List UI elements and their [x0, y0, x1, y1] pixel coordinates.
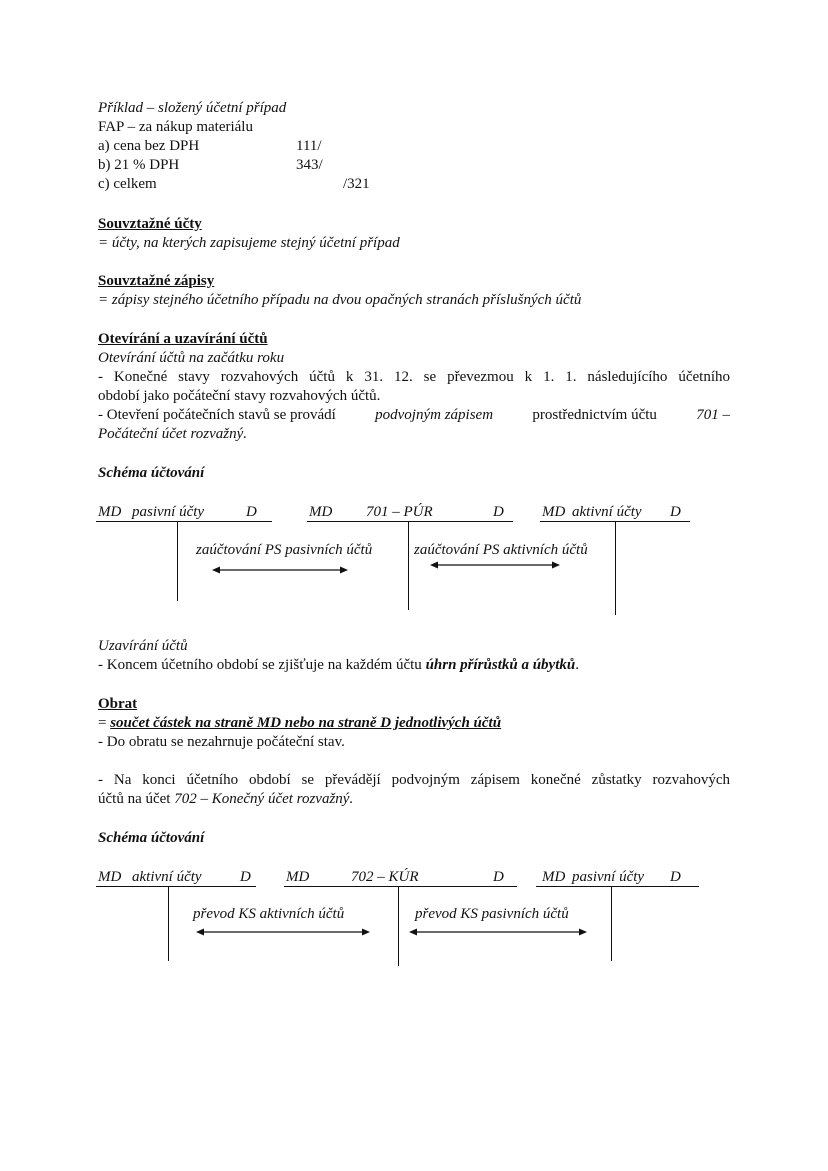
paragraph-2-text-b: prostřednictvím účtu [532, 407, 657, 423]
schema-1-acc2-d: D [493, 504, 504, 520]
schema-2-acc1-md: MD [98, 869, 122, 885]
t-account-line [96, 521, 272, 522]
section-heading-souvztazne-ucty: Souvztažné účty [98, 216, 202, 232]
obrat-note: - Do obratu se nezahrnuje počáteční stav. [98, 734, 345, 750]
uzavirani-text-bold: úhrn přírůstků a úbytků [425, 657, 576, 673]
obrat-paragraph-line-2 [98, 790, 353, 809]
schema-1-acc3-md: MD [542, 504, 566, 520]
paragraph-2-text-a: - Otevření počátečních stavů se provádí [98, 407, 336, 423]
obrat-paragraph-line-1: - Na konci účetního období se převádějí podvojným zápisem konečné zůstatky rozvahových [98, 772, 730, 788]
schema-2-acc2-md: MD [286, 869, 310, 885]
t-account-divider [398, 886, 399, 966]
double-arrow-icon [430, 560, 560, 570]
schema-1-acc2-md: MD [309, 504, 333, 520]
example-row-b-label: b) 21 % DPH [98, 157, 180, 173]
example-row-b-md: 343/ [296, 157, 323, 173]
t-account-line [96, 886, 256, 887]
section-heading-otevirani: Otevírání a uzavírání účtů [98, 331, 268, 347]
schema-1-acc3-d: D [670, 504, 681, 520]
t-account-divider [408, 521, 409, 610]
t-account-divider [168, 886, 169, 961]
subheading-uzavirani: Uzavírání účtů [98, 638, 188, 654]
example-row-c-label: c) celkem [98, 176, 157, 192]
schema-1-flow-right-label: zaúčtování PS aktivních účtů [414, 542, 588, 558]
t-account-line [536, 886, 699, 887]
schema-1-acc1-d: D [246, 504, 257, 520]
example-line: FAP – za nákup materiálu [98, 119, 253, 135]
example-row-a-md: 111/ [296, 138, 322, 154]
t-account-divider [615, 521, 616, 615]
paragraph-2-italic: podvojným zápisem [375, 407, 494, 423]
schema-2-acc2-name: 702 – KÚR [351, 869, 419, 885]
schema-2-acc2-d: D [493, 869, 504, 885]
schema-2-acc1-d: D [240, 869, 251, 885]
section-heading-obrat: Obrat [98, 696, 138, 712]
schema-2-flow-right-label: převod KS pasivních účtů [415, 906, 569, 922]
schema-1-acc1-name: pasivní účty [132, 504, 205, 520]
paragraph-2-line-2: Počáteční účet rozvažný. [98, 426, 247, 442]
example-row-c-d: /321 [343, 176, 370, 192]
obrat-def-eq: = [98, 715, 107, 731]
example-title: Příklad – složený účetní případ [98, 100, 287, 116]
schema-1-title: Schéma účtování [98, 465, 205, 481]
t-account-line [307, 521, 513, 522]
schema-2-flow-left-label: převod KS aktivních účtů [193, 906, 345, 922]
schema-2-acc3-d: D [670, 869, 681, 885]
definition-souvztazne-zapisy: = zápisy stejného účetního případu na dvou opačných stranách příslušných účtů [98, 292, 582, 308]
paragraph-2-line-1 [98, 406, 730, 425]
uzavirani-text [98, 656, 579, 675]
example-row-a-label: a) cena bez DPH [98, 138, 200, 154]
t-account-divider [177, 521, 178, 601]
schema-2-title: Schéma účtování [98, 830, 205, 846]
double-arrow-icon [212, 565, 348, 575]
uzavirani-text-a: - Koncem účetního období se zjišťuje na každém účtu [98, 657, 422, 673]
section-heading-souvztazne-zapisy: Souvztažné zápisy [98, 273, 215, 289]
t-account-line [284, 886, 517, 887]
schema-2-acc1-name: aktivní účty [132, 869, 202, 885]
obrat-definition [98, 714, 501, 733]
obrat-def-text: součet částek na straně MD nebo na straně D jednotlivých účtů [110, 715, 502, 731]
schema-2-acc3-name: pasivní účty [572, 869, 645, 885]
paragraph-1-line-1: - Konečné stavy rozvahových účtů k 31. 12. se převezmou k 1. 1. následujícího účetního [98, 369, 730, 385]
double-arrow-icon [196, 927, 370, 937]
subheading-otevirani: Otevírání účtů na začátku roku [98, 350, 285, 366]
t-account-divider [611, 886, 612, 961]
schema-1-acc3-name: aktivní účty [572, 504, 642, 520]
schema-1-acc2-name: 701 – PÚR [366, 504, 433, 520]
uzavirani-text-b: . [575, 657, 579, 673]
schema-2-acc3-md: MD [542, 869, 566, 885]
schema-1-acc1-md: MD [98, 504, 122, 520]
obrat-p-text: účtů na účet [98, 791, 171, 807]
double-arrow-icon [409, 927, 587, 937]
schema-1-flow-left-label: zaúčtování PS pasivních účtů [196, 542, 373, 558]
obrat-p-italic: 702 – Konečný účet rozvažný. [174, 791, 354, 807]
definition-souvztazne-ucty: = účty, na kterých zapisujeme stejný účetní případ [98, 235, 400, 251]
paragraph-2-account: 701 – [696, 407, 730, 423]
paragraph-1-line-2: období jako počáteční stavy rozvahových účtů. [98, 388, 381, 404]
